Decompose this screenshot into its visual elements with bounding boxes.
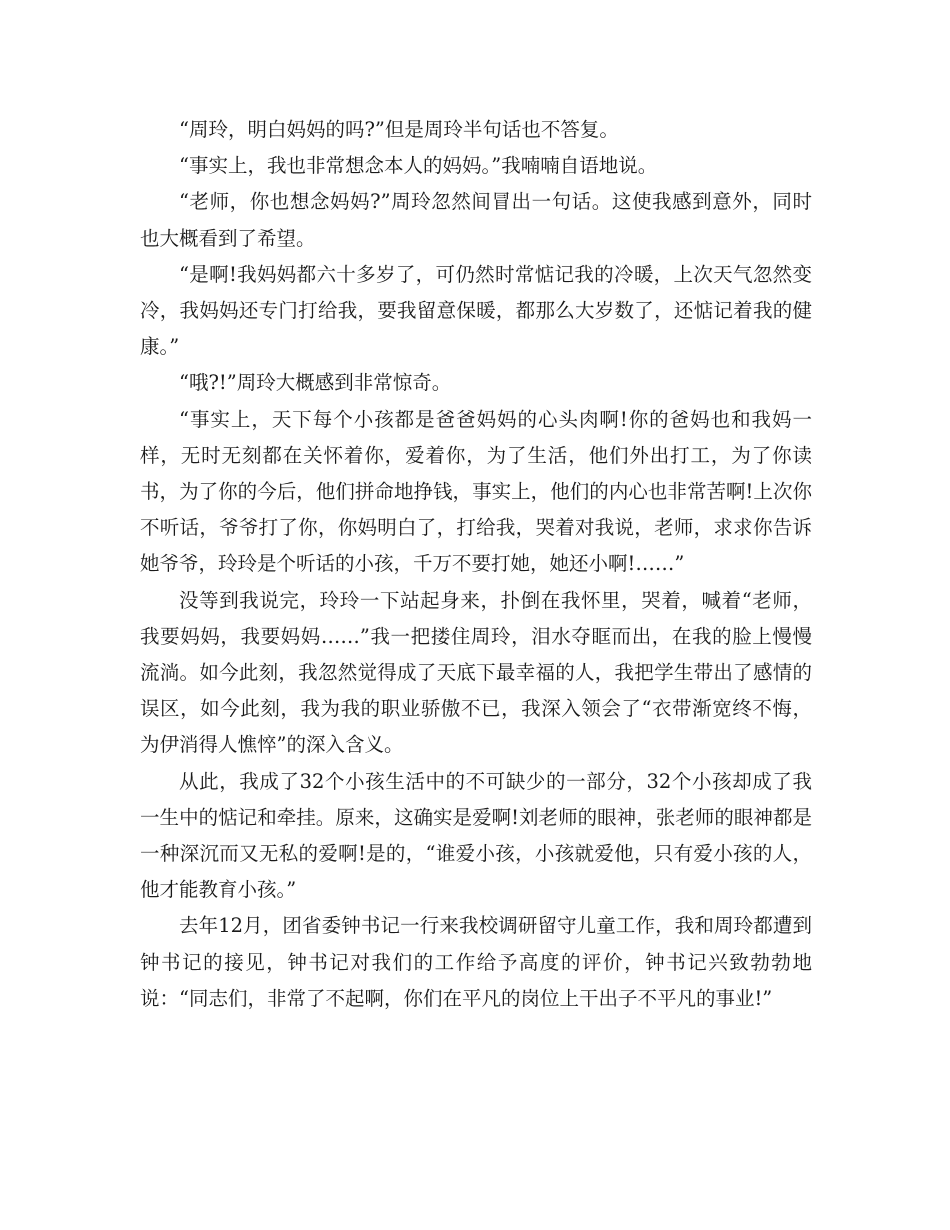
paragraph: “周玲，明白妈妈的吗?”但是周玲半句话也不答复。	[179, 118, 619, 141]
document-page	[140, 112, 812, 1017]
paragraph: “哦?!”周玲大概感到非常惊奇。	[179, 371, 452, 395]
paragraph: 没等到我说完，玲玲一下站起身来，扑倒在我怀里，哭着，喊着“老师，我要妈妈，我要妈妈……”我一把搂住周玲，泪水夺眶而出，在我的脸上慢慢流淌。如今此刻，我忽然觉得成了天底下最幸福的人，我把学生带出了感情的误区，如今此刻，我为我的职业骄傲不已，我深入领会了“衣带渐宽终不悔，为伊消得人憔悴”的深入含义。	[140, 588, 812, 757]
paragraph: “事实上，我也非常想念本人的妈妈。”我喃喃自语地说。	[179, 154, 658, 178]
paragraph: 从此，我成了32个小孩生活中的不可缺少的一部分，32个小孩却成了我一生中的惦记和牵挂。原来，这确实是爱啊!刘老师的眼神，张老师的眼神都是一种深沉而又无私的爱啊!是的，“谁爱小孩，小孩就爱他，只有爱小孩的人，他才能教育小孩。”	[140, 769, 812, 902]
paragraph: “事实上，天下每个小孩都是爸爸妈妈的心头肉啊!你的爸妈也和我妈一样，无时无刻都在关怀着你，爱着你，为了生活，他们外出打工，为了你读书，为了你的今后，他们拼命地挣钱，事实上，他们的内心也非常苦啊!上次你不听话，爷爷打了你，你妈明白了，打给我，哭着对我说，老师，求求你告诉她爷爷，玲玲是个听话的小孩，千万不要打她，她还小啊!……”	[140, 407, 812, 576]
paragraph: “老师，你也想念妈妈?”周玲忽然间冒出一句话。这使我感到意外，同时也大概看到了希望。	[140, 190, 812, 250]
paragraph: 去年12月，团省委钟书记一行来我校调研留守儿童工作，我和周玲都遭到钟书记的接见，钟书记对我们的工作给予高度的评价，钟书记兴致勃勃地说：“同志们，非常了不起啊，你们在平凡的岗位上干出子不平凡的事业!”	[140, 914, 812, 1010]
paragraph: “是啊!我妈妈都六十多岁了，可仍然时常惦记我的冷暖，上次天气忽然变冷，我妈妈还专门打给我，要我留意保暖，都那么大岁数了，还惦记着我的健康。”	[140, 262, 812, 359]
